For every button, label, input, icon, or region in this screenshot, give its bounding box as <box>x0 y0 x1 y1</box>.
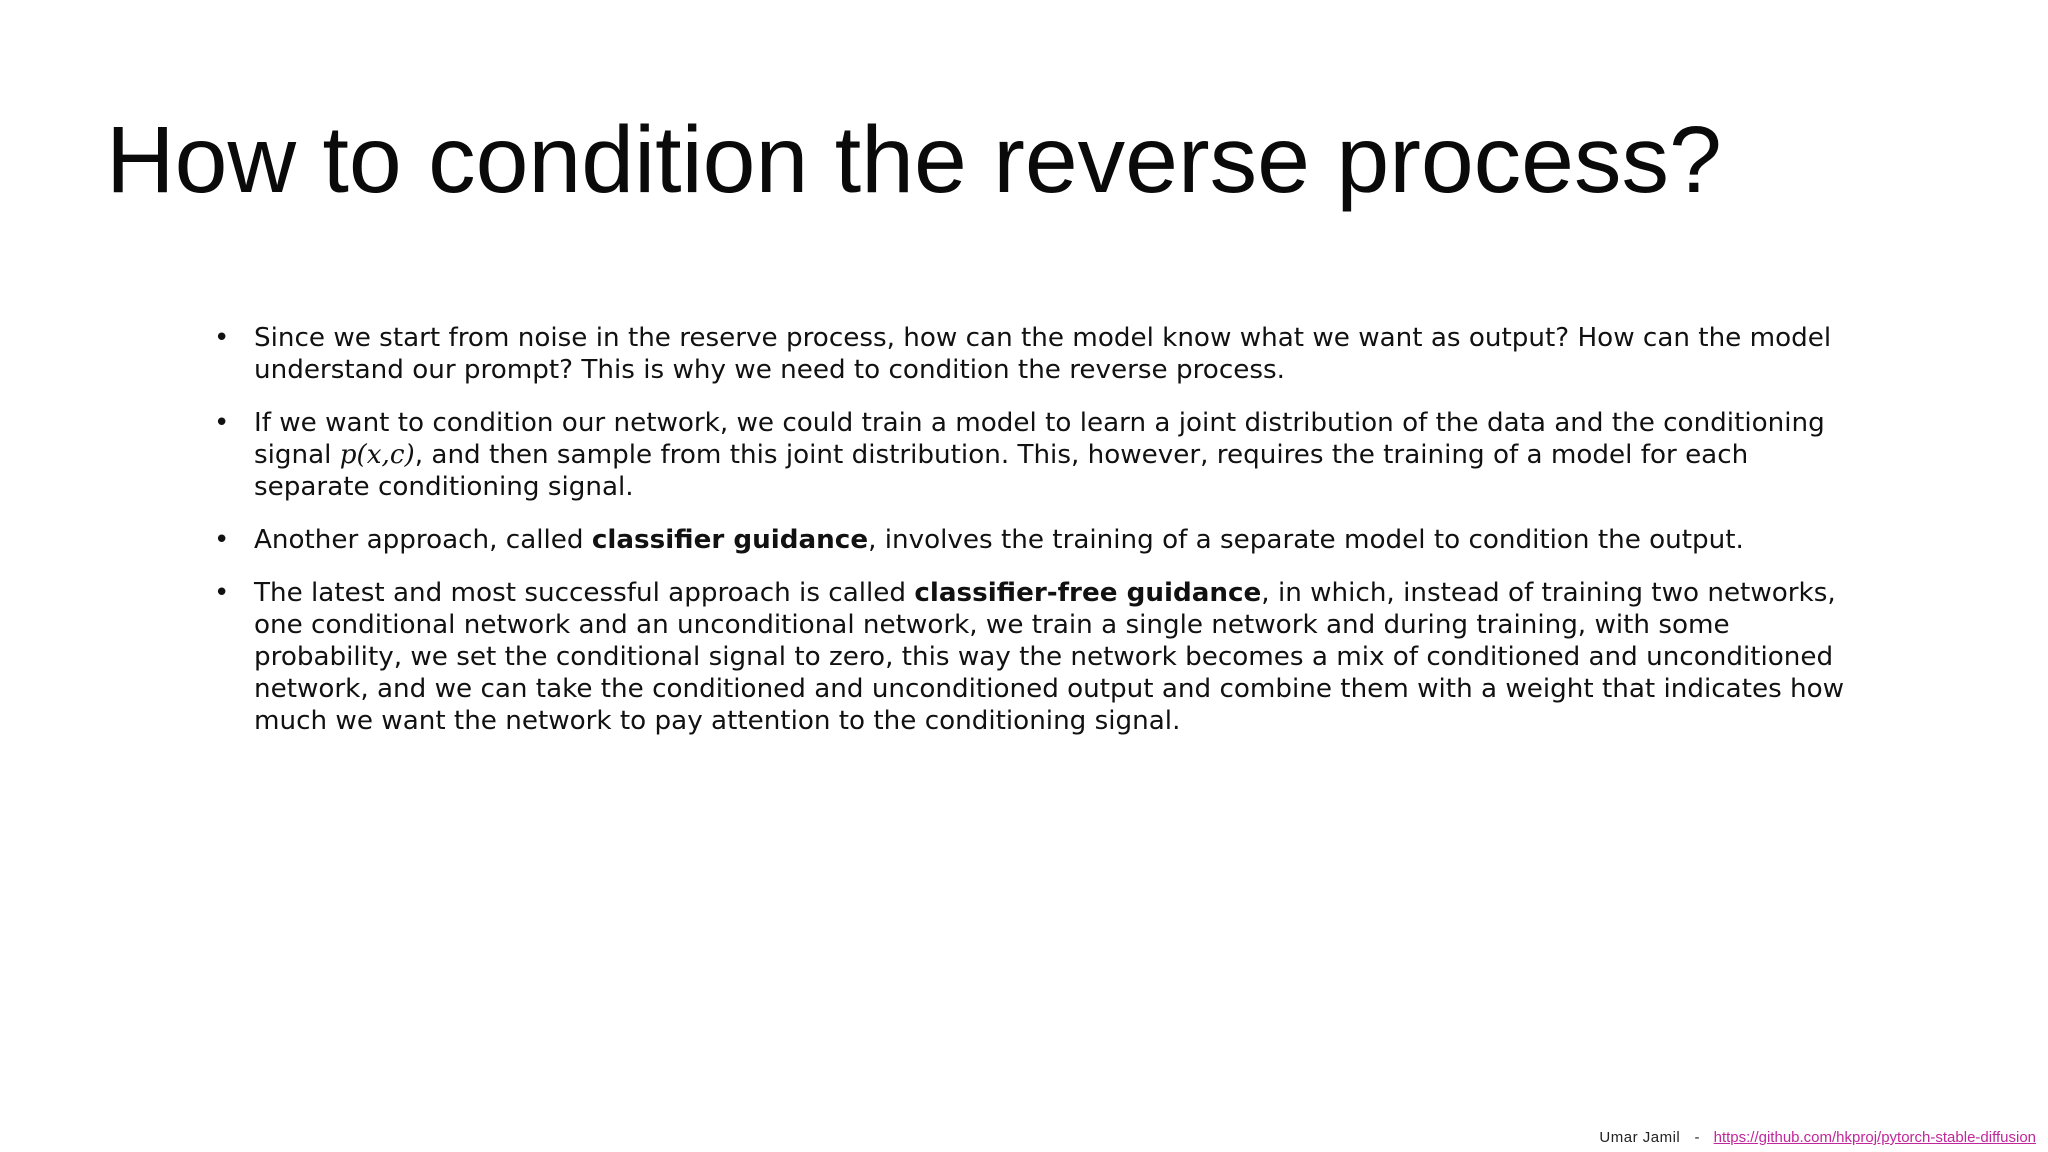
footer <box>1599 1128 2036 1148</box>
footer-separator: - <box>1694 1129 1700 1146</box>
bullet-text: Since we start from noise in the reserve process, how can the model know what we want as output? How can the model understand our prompt? This is why we need to condition the reverse process. <box>254 323 1832 385</box>
bullet-marker: • <box>214 525 230 555</box>
slide-title: How to condition the reverse process? <box>106 107 1722 213</box>
bullet-text-before: If we want to condition our network, we could train a model to learn a joint distribution of the data and the conditioning signal <box>254 408 1825 470</box>
footer-author: Umar Jamil <box>1599 1129 1681 1146</box>
bullet-item <box>212 322 1852 386</box>
bold-term: classifier-free guidance <box>914 578 1262 608</box>
bullet-list <box>212 322 1852 758</box>
bullet-text-before: The latest and most successful approach is called <box>254 578 915 608</box>
bullet-marker: • <box>214 408 230 438</box>
footer-github-link[interactable]: https://github.com/hkproj/pytorch-stable-diffusion <box>1713 1129 2036 1146</box>
bullet-marker: • <box>214 323 230 353</box>
bullet-item <box>212 577 1852 737</box>
bullet-item <box>212 524 1852 556</box>
bold-term: classifier guidance <box>591 525 869 555</box>
bullet-marker: • <box>214 578 230 608</box>
bullet-text-after: , in which, instead of training two networks, one conditional network and an unconditional network, we train a single network and during training, with some probability, we set the conditional signal to zero, this way the network becomes a mix of conditioned and unconditioned network, and we can take the conditioned and unconditioned output and combine them with a weight that indicates how much we want the network to pay attention to the conditioning signal. <box>254 578 1845 736</box>
bullet-text-after: , involves the training of a separate model to condition the output. <box>868 525 1744 555</box>
bullet-item <box>212 407 1852 503</box>
math-expression: p(x,c) <box>339 440 415 470</box>
bullet-text-after: , and then sample from this joint distribution. This, however, requires the training of a model for each separate conditioning signal. <box>254 440 1749 502</box>
bullet-text-before: Another approach, called <box>254 525 592 555</box>
